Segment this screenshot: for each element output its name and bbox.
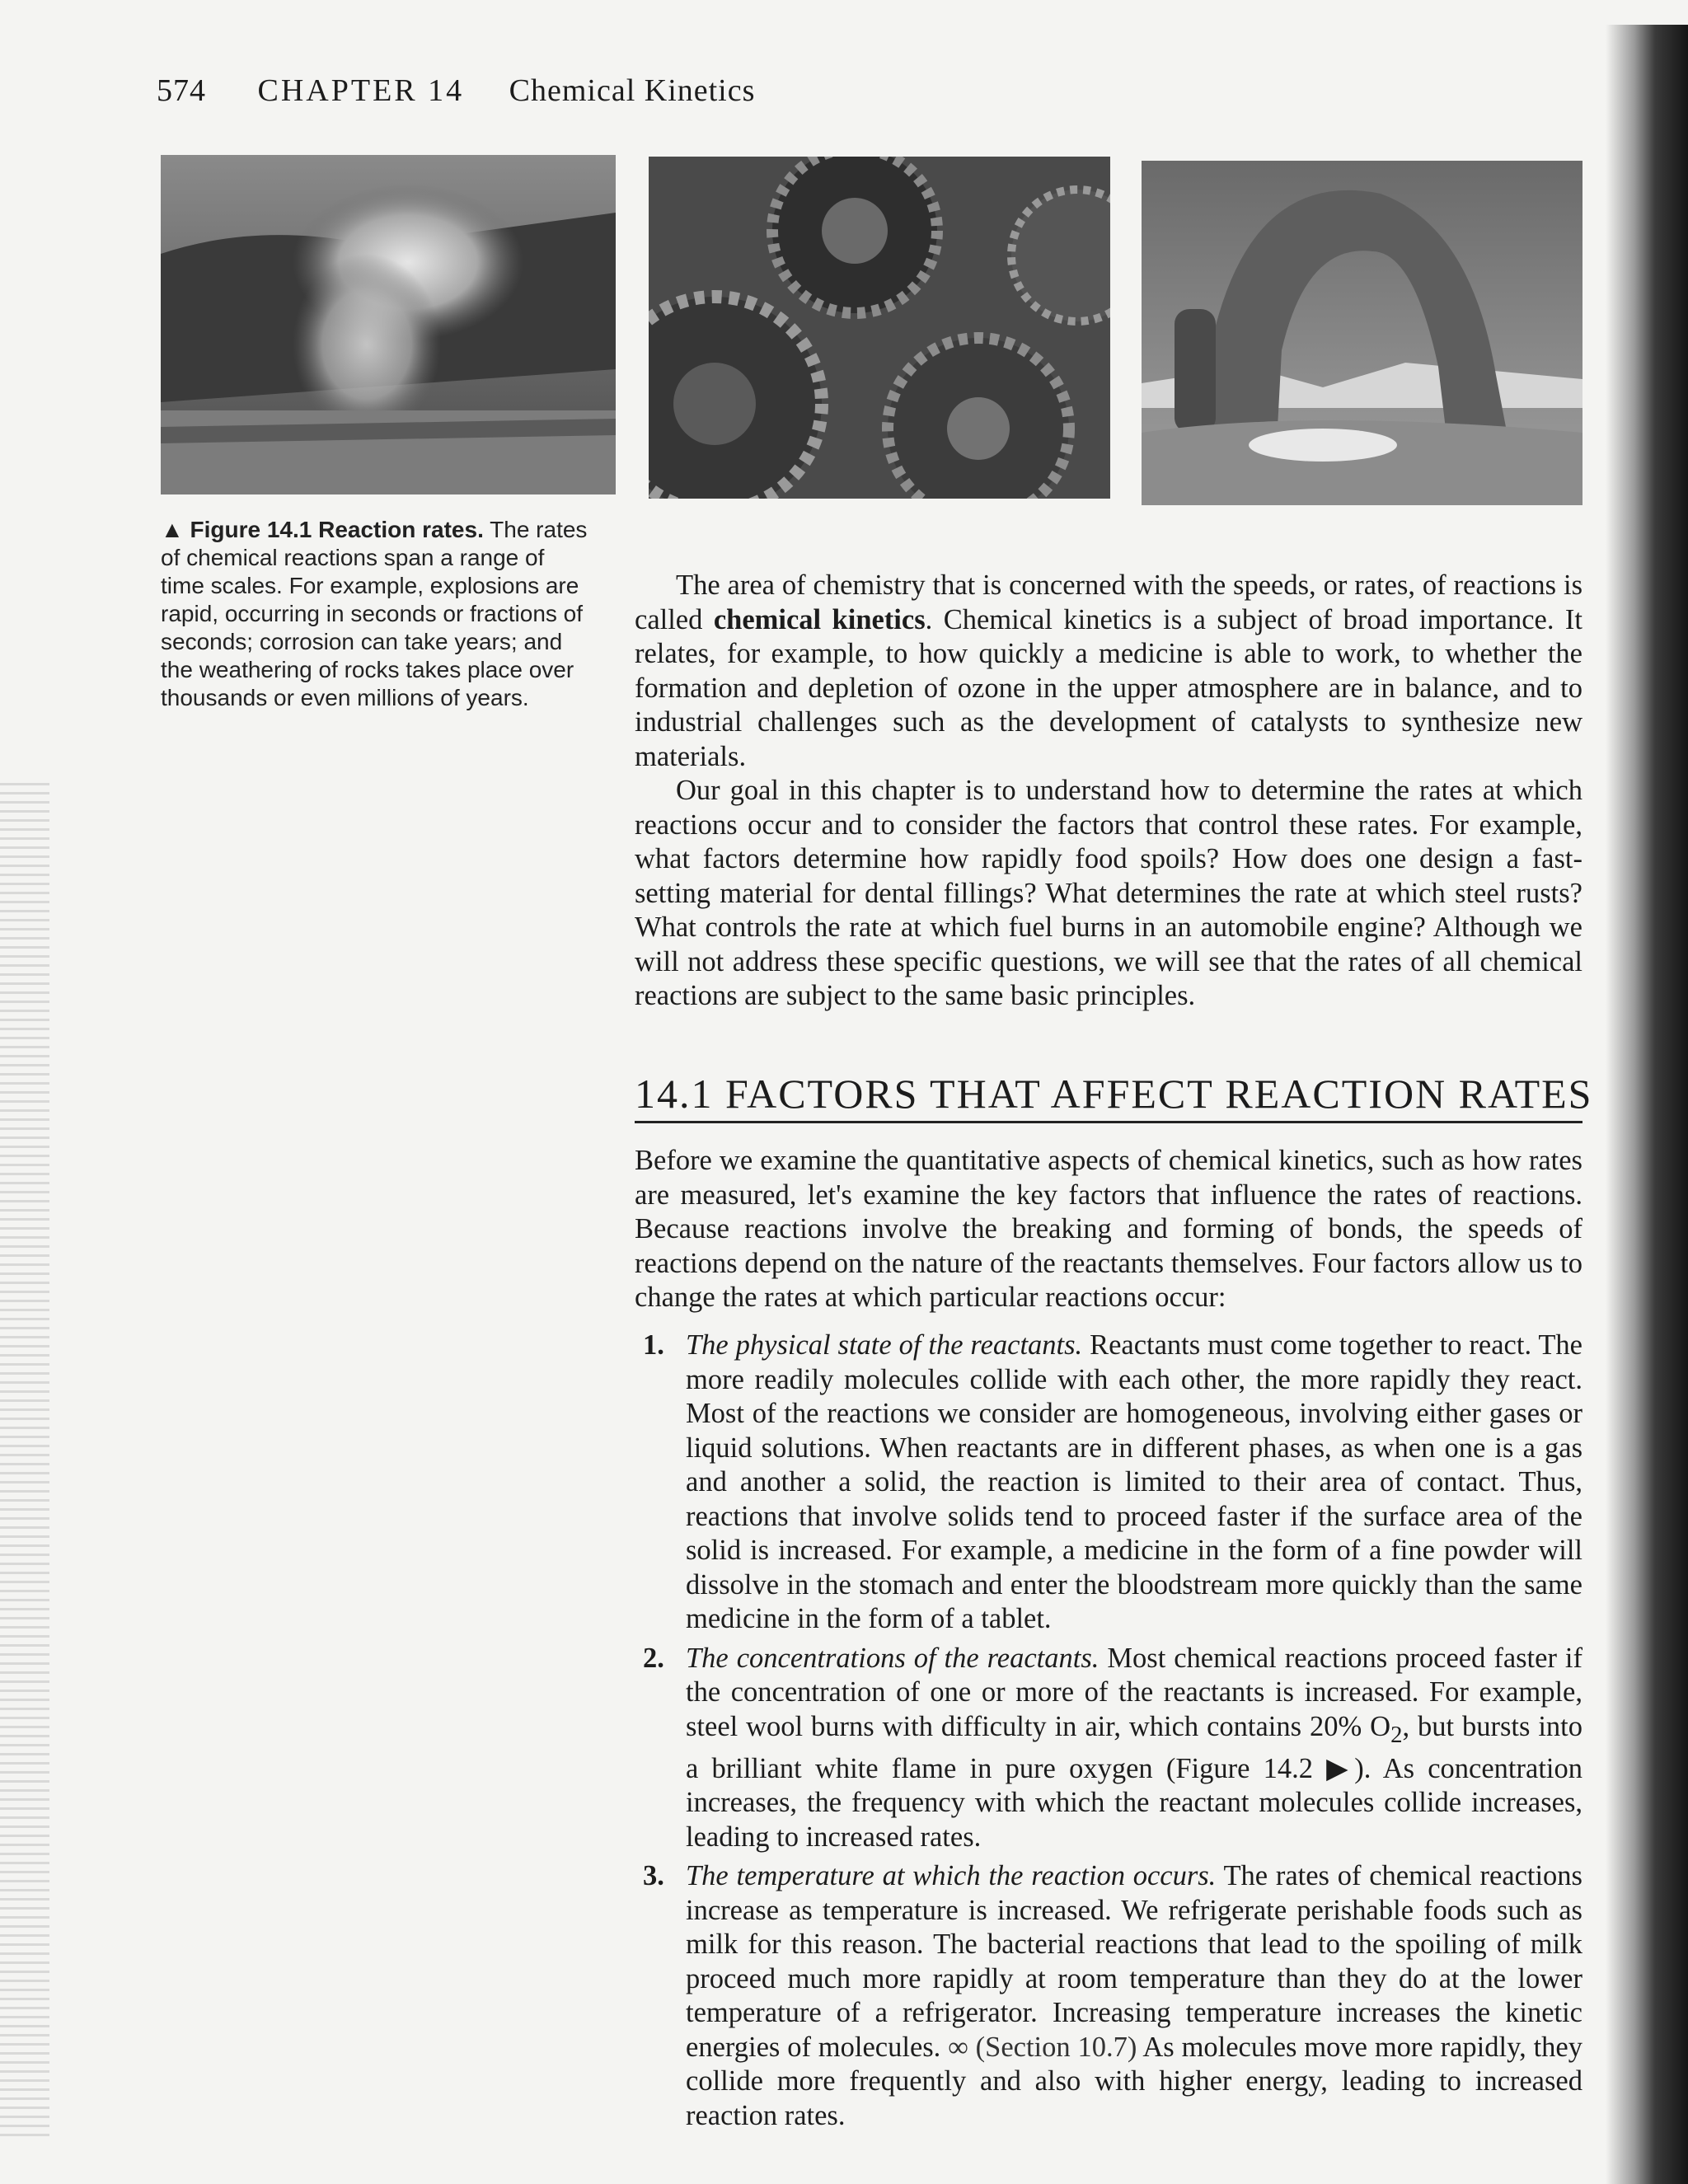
factor-title: The temperature at which the reaction occurs. bbox=[686, 1860, 1217, 1892]
rock-arch-photo bbox=[1142, 161, 1582, 505]
scan-edge-noise bbox=[0, 783, 49, 2143]
list-item: 2. The concentrations of the reactants. Most chemical reactions proceed faster if the concentration of one or more of the reactants is increased. For example, steel wool burns with difficulty in air, which contains 20% $O_2$, but bursts into a brilliant white flame in pure oxygen (Figure 14.2 ▶). As concentration increases, the frequency with which the reactant molecules collide increases, leading to increased rates. bbox=[643, 1642, 1582, 1853]
list-item: 1. The physical state of the reactants. Reactants must come together to react. The more readily molecules collide with each other, the more rapidly they react. Most of the reactions we consider are homogeneous, involving either gases or liquid solutions. When reactants are in different phases, as when one is a gas and another a solid, the reaction is limited to their area of contact. Thus, reactions that involve solids tend to proceed faster if the surface area of the solid is increased. For example, a medicine in the form of a fine powder will dissolve in the stomach and enter the bloodstream more quickly than the same medicine in the form of a tablet. bbox=[643, 1329, 1582, 1634]
factor-title: The concentrations of the reactants. bbox=[686, 1642, 1100, 1674]
explosion-photo bbox=[161, 155, 616, 494]
figure-caption-text: The rates of chemical reactions span a range of time scales. For example, explosions are rapid, occurring in seconds or fractions of seconds; corrosion can take years; and the weathering of rocks takes place over thousands or even millions of years. bbox=[161, 517, 588, 710]
list-item: 3. The temperature at which the reaction occurs. The rates of chemical reactions increase as temperature is increased. We refrigerate perishable foods such as milk for this reason. The bacterial reactions that lead to the spoiling of milk proceed much more rapidly at room temperature than they do at the lower temperature of a refrigerator. Increasing temperature increases the kinetic energies of molecules. ∞ (Section 10.7) As molecules move more rapidly, they collide more frequently and also with higher energy, leading to increased reaction rates. bbox=[643, 1860, 1582, 2131]
running-header bbox=[157, 73, 755, 109]
figure-caption-title: Reaction rates. bbox=[318, 517, 484, 542]
key-term: chemical kinetics bbox=[713, 603, 926, 635]
chapter-title: Chemical Kinetics bbox=[509, 73, 756, 108]
intro-text bbox=[635, 569, 1582, 1014]
page-number: 574 bbox=[157, 73, 206, 108]
section-cross-reference-link[interactable]: ∞ (Section 10.7) bbox=[948, 2031, 1137, 2063]
section-heading: 14.1 FACTORS THAT AFFECT REACTION RATES bbox=[635, 1070, 1582, 1123]
section-intro-paragraph: Before we examine the quantitative aspects of chemical kinetics, such as how rates are measured, let's examine the key factors that influence the rates of reactions. Because reactions involve the breaking and forming of bonds, the speeds of reactions depend on the nature of the reactants themselves. Four factors allow us to change the rates at which particular reactions occur: bbox=[635, 1145, 1582, 1313]
section-intro bbox=[635, 1144, 1582, 1315]
book-binding-shadow bbox=[1606, 25, 1688, 2184]
factor-list bbox=[643, 1329, 1582, 2138]
chapter-label: CHAPTER 14 bbox=[257, 73, 465, 108]
intro-paragraph-1: The area of chemistry that is concerned with the speeds, or rates, of reactions is called chemical kinetics. Chemical kinetics is a subject of broad importance. It relates, for example, to how quickly a medicine is able to work, to whether the formation and depletion of ozone in the upper atmosphere are in balance, and to industrial challenges such as the development of catalysts to synthesize new materials. bbox=[635, 569, 1583, 772]
figure-label: ▲ Figure 14.1 bbox=[161, 517, 312, 542]
figure-caption bbox=[161, 516, 589, 712]
factor-title: The physical state of the reactants. bbox=[686, 1329, 1083, 1361]
intro-paragraph-2: Our goal in this chapter is to understand how to determine the rates at which reactions occur and to consider the factors that control these rates. For example, what factors determine how rapidly food spoils? How does one design a fast-setting material for dental fillings? What determines the rate at which steel rusts? What controls the rate at which fuel burns in an automobile engine? Although we will not address these specific questions, we will see that the rates of all chemical reactions are subject to the same basic principles. bbox=[635, 775, 1582, 1011]
corroded-gears-photo bbox=[649, 157, 1110, 499]
